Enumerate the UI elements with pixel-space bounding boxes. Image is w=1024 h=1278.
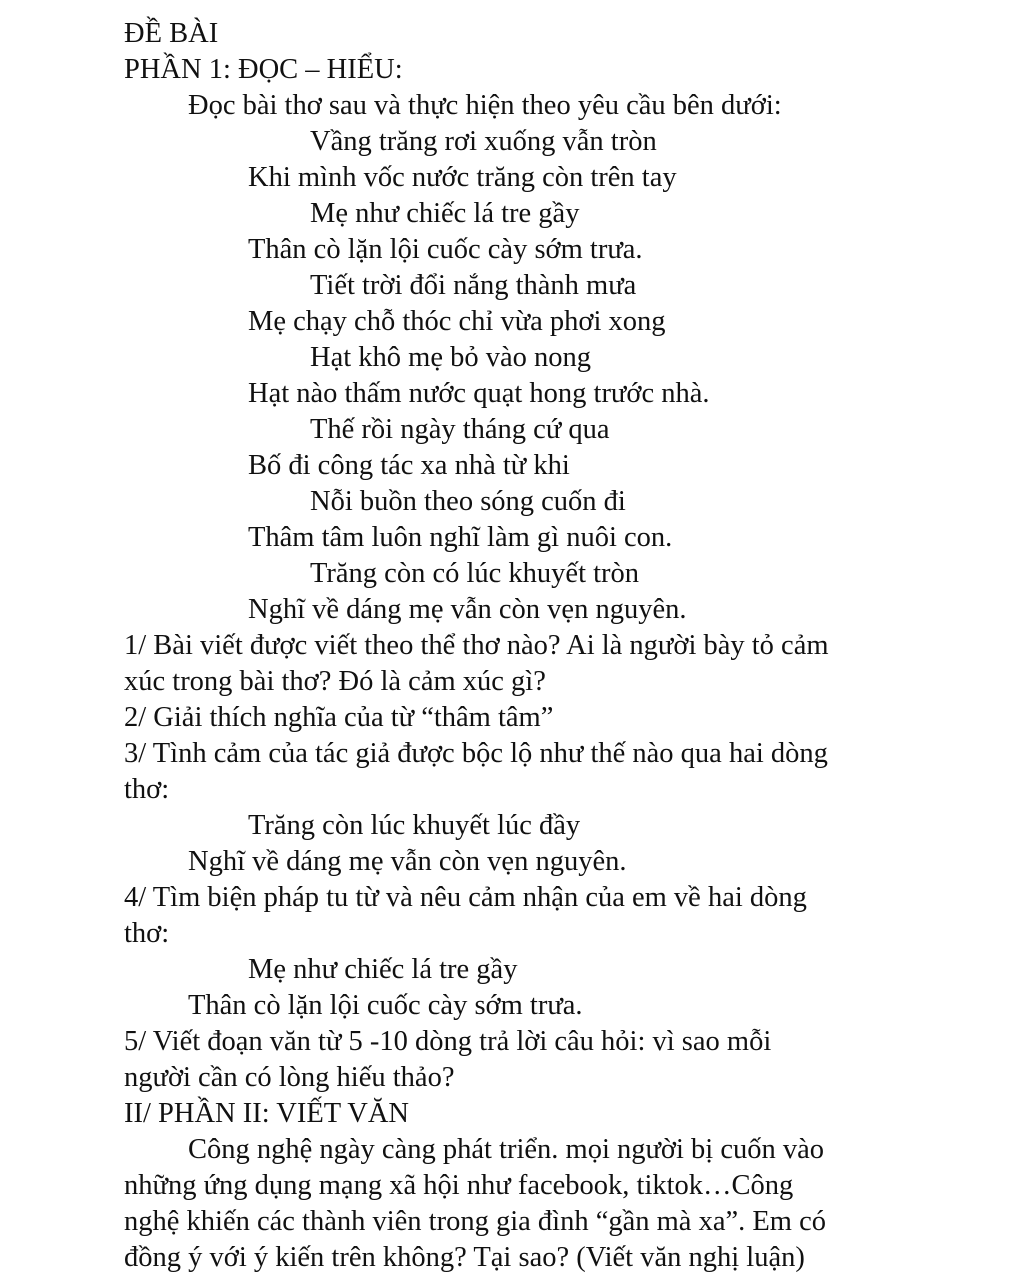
- essay-line: Công nghệ ngày càng phát triển. mọi người bị cuốn vào: [188, 1134, 825, 1165]
- poem-line: Hạt nào thấm nước quạt hong trước nhà.: [248, 378, 710, 409]
- question-text: thơ:: [124, 918, 170, 949]
- instruction-text: Đọc bài thơ sau và thực hiện theo yêu cầu bên dưới:: [188, 90, 782, 121]
- poem-line: Bố đi công tác xa nhà từ khi: [248, 450, 570, 481]
- document-title: ĐỀ BÀI: [124, 18, 219, 49]
- poem-line: Trăng còn có lúc khuyết tròn: [310, 558, 640, 589]
- quoted-verse: Trăng còn lúc khuyết lúc đầy: [248, 810, 581, 841]
- poem-line: Mẹ chạy chỗ thóc chỉ vừa phơi xong: [248, 306, 666, 337]
- question-text: người cần có lòng hiếu thảo?: [124, 1062, 455, 1093]
- poem-line: Thân cò lặn lội cuốc cày sớm trưa.: [248, 234, 643, 265]
- question-text: xúc trong bài thơ? Đó là cảm xúc gì?: [124, 666, 546, 697]
- poem-line: Khi mình vốc nước trăng còn trên tay: [248, 162, 677, 193]
- question-text: 3/ Tình cảm của tác giả được bộc lộ như thế nào qua hai dòng: [124, 738, 828, 769]
- quoted-verse: Thân cò lặn lội cuốc cày sớm trưa.: [188, 990, 583, 1021]
- poem-line: Hạt khô mẹ bỏ vào nong: [310, 342, 591, 373]
- poem-line: Vầng trăng rơi xuống vẫn tròn: [310, 126, 657, 157]
- poem-line: Nghĩ về dáng mẹ vẫn còn vẹn nguyên.: [248, 594, 687, 625]
- essay-line: đồng ý với ý kiến trên không? Tại sao? (Viết văn nghị luận): [124, 1242, 805, 1273]
- question-2: 2/ Giải thích nghĩa của từ “thâm tâm”: [124, 702, 554, 733]
- question-text: thơ:: [124, 774, 170, 805]
- essay-line: nghệ khiến các thành viên trong gia đình “gần mà xa”. Em có: [124, 1206, 826, 1237]
- quoted-verse: Mẹ như chiếc lá tre gầy: [248, 954, 518, 985]
- essay-line: những ứng dụng mạng xã hội như facebook, tiktok…Công: [124, 1170, 794, 1201]
- question-text: 1/ Bài viết được viết theo thể thơ nào? Ai là người bày tỏ cảm: [124, 630, 829, 661]
- quoted-verse: Nghĩ về dáng mẹ vẫn còn vẹn nguyên.: [188, 846, 627, 877]
- question-text: 4/ Tìm biện pháp tu từ và nêu cảm nhận của em về hai dòng: [124, 882, 807, 913]
- poem-line: Thế rồi ngày tháng cứ qua: [310, 414, 610, 445]
- part1-heading: PHẦN 1: ĐỌC – HIỂU:: [124, 54, 403, 85]
- question-text: 5/ Viết đoạn văn từ 5 -10 dòng trả lời câu hỏi: vì sao mỗi: [124, 1026, 772, 1057]
- poem-line: Thâm tâm luôn nghĩ làm gì nuôi con.: [248, 522, 673, 553]
- part2-heading: II/ PHẦN II: VIẾT VĂN: [124, 1098, 409, 1129]
- poem-line: Tiết trời đổi nắng thành mưa: [310, 270, 637, 301]
- poem-line: Nỗi buồn theo sóng cuốn đi: [310, 486, 626, 517]
- poem-line: Mẹ như chiếc lá tre gầy: [310, 198, 580, 229]
